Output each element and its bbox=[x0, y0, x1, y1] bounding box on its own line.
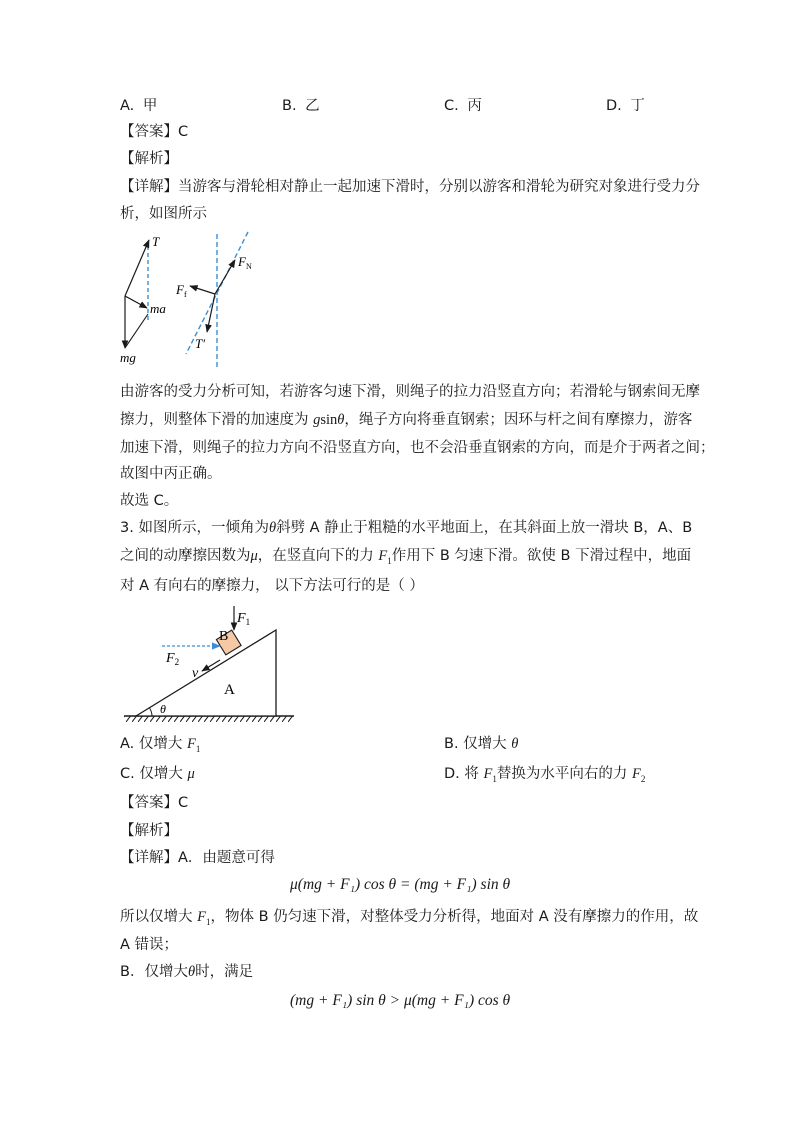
friction-arrow bbox=[190, 286, 215, 294]
after-text: 所以仅增大 bbox=[120, 909, 198, 925]
q3-option-a bbox=[120, 734, 200, 759]
q3-line2 bbox=[120, 546, 691, 571]
q3-text: ，在竖直向下的力 bbox=[257, 548, 379, 564]
math-F: F bbox=[378, 548, 388, 564]
answer-label: 【答案】 bbox=[120, 795, 178, 811]
q2-option-b bbox=[282, 96, 320, 116]
q2-para-line2 bbox=[120, 410, 692, 430]
q3-option-d bbox=[444, 764, 645, 789]
option-letter: C. bbox=[444, 98, 459, 114]
q2-option-a bbox=[120, 96, 157, 116]
label-FN-main: F bbox=[238, 254, 246, 269]
label-T: T bbox=[152, 234, 160, 249]
q3-answer bbox=[120, 793, 188, 813]
after-text: ，物体 B 仍匀速下滑，对整体受力分析得，地面对 A 没有摩擦力的作用，故 bbox=[210, 909, 699, 925]
q2-analysis-label: 【解析】 bbox=[120, 151, 178, 167]
detail-text: B．仅增大 bbox=[120, 964, 188, 980]
q3-line3: 对 A 有向右的摩擦力， 以下方法可行的是（ ） bbox=[120, 578, 424, 594]
option-prefix: D. 将 bbox=[444, 766, 484, 782]
option-prefix: A. 仅增大 bbox=[120, 736, 187, 752]
option-prefix: B. 仅增大 bbox=[444, 736, 512, 752]
normal-force-arrow bbox=[215, 260, 235, 294]
label-Ff bbox=[175, 282, 187, 299]
q3-option-b bbox=[444, 734, 518, 754]
label-F1-sub: 1 bbox=[245, 617, 251, 627]
q3-text: 斜劈 A 静止于粗糙的水平地面上，在其斜面上放一滑块 B，A、B bbox=[276, 520, 693, 536]
option-letter: D. bbox=[606, 98, 622, 114]
label-v: v bbox=[192, 666, 199, 681]
label-F2-main: F bbox=[166, 651, 175, 666]
q2-detail-line1 bbox=[120, 177, 700, 197]
para-text: ，绳子方向将垂直钢索；因环与杆之间有摩擦力，游客 bbox=[344, 412, 693, 428]
q2-para-line4: 故图中丙正确。 bbox=[120, 466, 222, 482]
q3-detail-b bbox=[120, 962, 253, 982]
q3-formula1: μ(mg + F₁) cos θ = (mg + F₁) sin θ bbox=[290, 876, 511, 893]
q3-detail-a bbox=[120, 848, 275, 868]
q3-line1 bbox=[120, 518, 692, 538]
option-letter: A. bbox=[120, 98, 135, 114]
detail-label: 【详解】 bbox=[120, 179, 178, 195]
q2-detail-line2: 析，如图所示 bbox=[120, 206, 207, 222]
option-text: 丙 bbox=[467, 98, 482, 114]
q3-after2: A 错误； bbox=[120, 937, 179, 953]
q2-option-c bbox=[444, 96, 482, 116]
math-theta: θ bbox=[268, 520, 277, 536]
label-B: B bbox=[219, 629, 229, 644]
label-F1 bbox=[236, 611, 250, 627]
detail-text: 当游客与滑轮相对静止一起加速下滑时，分别以游客和滑轮为研究对象进行受力分 bbox=[178, 179, 700, 195]
math-sub: 1 bbox=[492, 773, 497, 784]
option-text: 丁 bbox=[630, 98, 645, 114]
math-mu: μ bbox=[250, 548, 258, 564]
ma-arrow bbox=[125, 296, 147, 308]
math-sub: 1 bbox=[205, 916, 211, 927]
label-FN bbox=[237, 254, 252, 271]
triangle-closing-line bbox=[125, 314, 148, 348]
q3-text: 之间的动摩擦因数为 bbox=[120, 548, 251, 564]
q3-after1 bbox=[120, 907, 698, 932]
q3-text: 3. 如图所示，一倾角为 bbox=[120, 520, 269, 536]
math-F: F bbox=[631, 766, 641, 782]
wedge-a bbox=[136, 630, 276, 716]
option-text: 乙 bbox=[305, 98, 320, 114]
label-F2-sub: 2 bbox=[174, 657, 180, 667]
label-Ff-sub: f bbox=[183, 290, 187, 299]
q2-force-diagram bbox=[110, 228, 270, 374]
label-theta: θ bbox=[160, 702, 166, 716]
q3-incline-diagram bbox=[120, 602, 310, 726]
math-mu: μ bbox=[187, 766, 195, 782]
label-mg: mg bbox=[120, 350, 136, 365]
label-A: A bbox=[224, 682, 235, 698]
math-sin: sin bbox=[320, 412, 338, 428]
math-F: F bbox=[197, 909, 206, 925]
option-text: 甲 bbox=[142, 98, 158, 114]
label-F2 bbox=[165, 651, 179, 667]
q2-option-d bbox=[606, 96, 645, 116]
math-theta: θ bbox=[337, 412, 345, 428]
para-text: 擦力，则整体下滑的加速度为 bbox=[120, 412, 314, 428]
label-FN-sub: N bbox=[245, 262, 252, 271]
q3-option-c bbox=[120, 764, 195, 784]
math-sub: 1 bbox=[195, 743, 201, 754]
math-theta: θ bbox=[187, 964, 196, 980]
math-F: F bbox=[483, 766, 493, 782]
q2-answer bbox=[120, 122, 188, 142]
answer-value: C bbox=[178, 124, 189, 140]
q3-formula2: (mg + F₁) sin θ > μ(mg + F₁) cos θ bbox=[290, 992, 511, 1009]
math-sub: 1 bbox=[387, 555, 392, 566]
tension-arrow bbox=[125, 240, 149, 296]
option-prefix: C. 仅增大 bbox=[120, 766, 188, 782]
math-g: g bbox=[313, 412, 321, 428]
answer-value: C bbox=[178, 795, 189, 811]
answer-label: 【答案】 bbox=[120, 124, 178, 140]
q3-text: 作用下 B 匀速下滑。欲使 B 下滑过程中，地面 bbox=[391, 548, 692, 564]
tension-prime-arrow bbox=[207, 294, 215, 332]
q2-para-line1: 由游客的受力分析可知，若游客匀速下滑，则绳子的拉力沿竖直方向；若滑轮与钢索间无摩 bbox=[120, 384, 700, 400]
option-mid: 替换为水平向右的力 bbox=[496, 766, 632, 782]
ground-hatching bbox=[124, 716, 294, 722]
label-F1-main: F bbox=[237, 611, 246, 626]
q2-para-line3: 加速下滑，则绳子的拉力方向不沿竖直方向，也不会沿垂直钢索的方向，而是介于两者之间； bbox=[120, 440, 715, 456]
q2-conclusion: 故选 C。 bbox=[120, 493, 179, 509]
label-ma: ma bbox=[150, 301, 166, 316]
detail-label: 【详解】 bbox=[120, 850, 178, 866]
math-theta: θ bbox=[511, 736, 519, 752]
detail-text: A．由题意可得 bbox=[178, 850, 275, 866]
option-letter: B. bbox=[282, 98, 297, 114]
math-F: F bbox=[187, 736, 196, 752]
q3-analysis-label: 【解析】 bbox=[120, 823, 178, 839]
label-Ff-main: F bbox=[176, 282, 184, 297]
label-Tprime: T′ bbox=[195, 336, 206, 351]
math-sub: 2 bbox=[640, 773, 646, 784]
detail-text: 时，满足 bbox=[195, 964, 254, 980]
